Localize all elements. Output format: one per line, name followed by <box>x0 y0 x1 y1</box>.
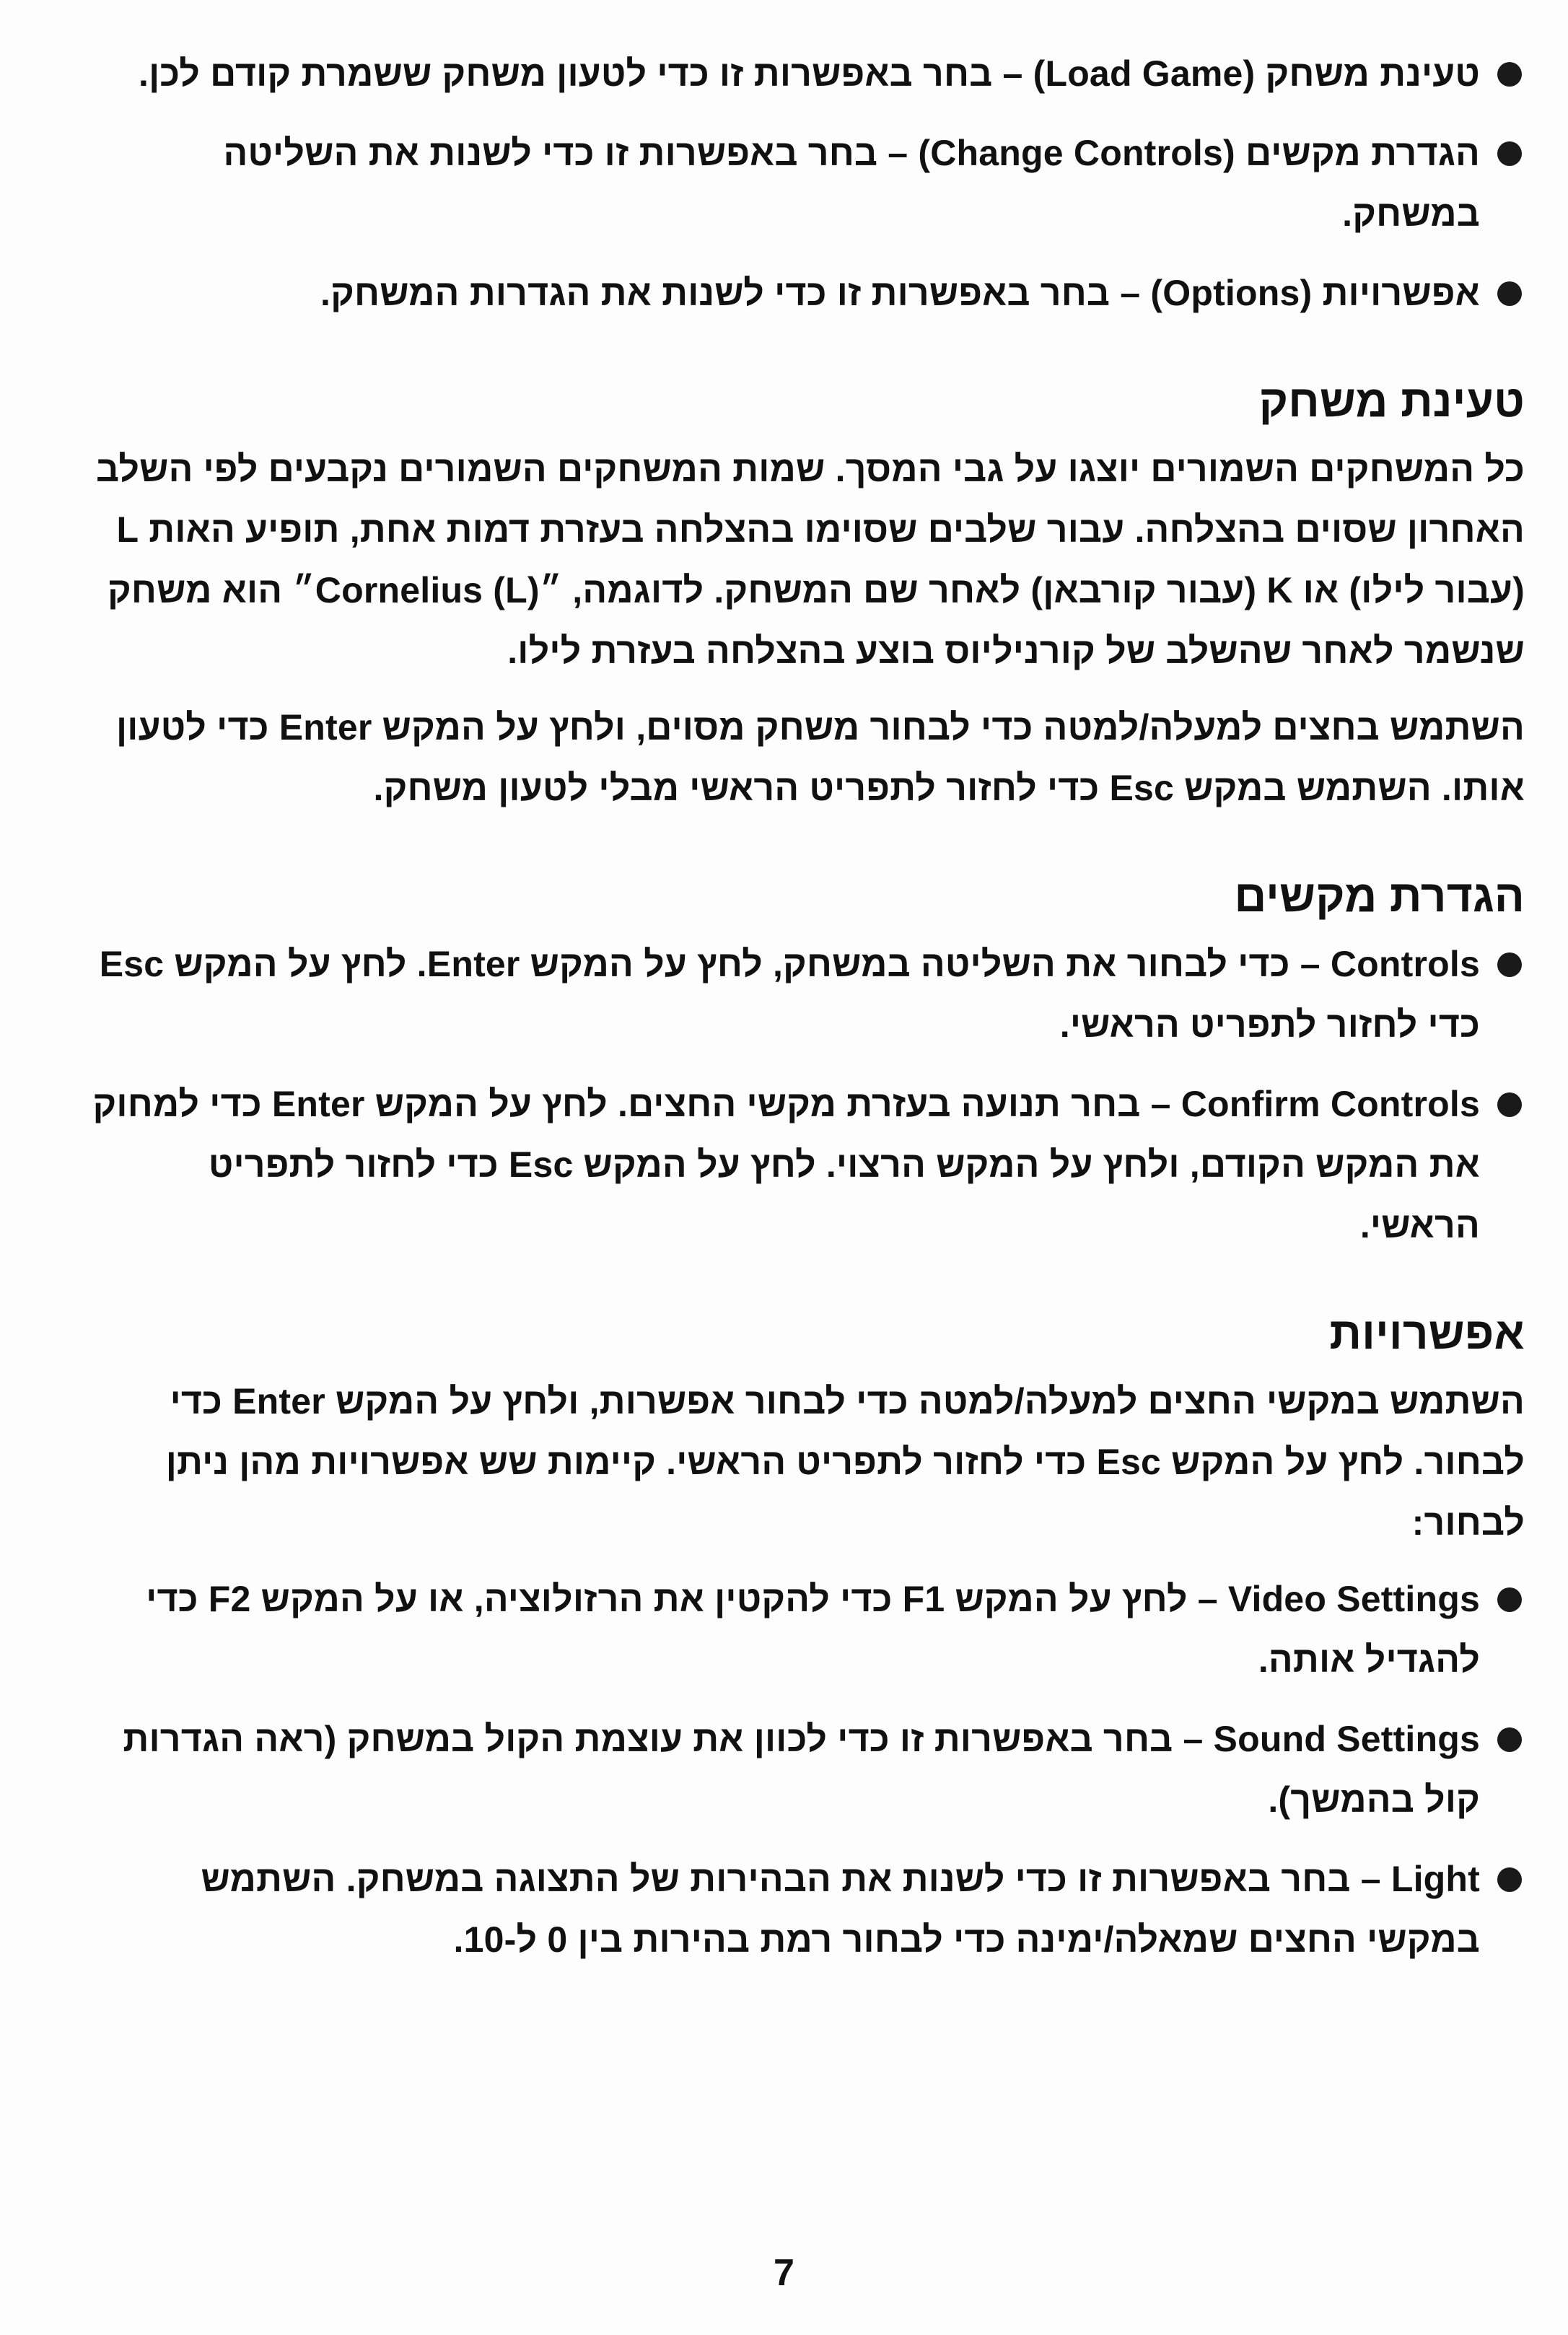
bullet-text: טעינת משחק (Load Game) – בחר באפשרות זו כדי לטעון משחק ששמרת קודם לכן. <box>138 53 1480 94</box>
options-list <box>87 1569 1525 1970</box>
bullet-dot-icon <box>1497 1587 1522 1612</box>
list-item <box>87 43 1525 104</box>
page-number: 7 <box>774 2252 794 2294</box>
list-item <box>87 934 1525 1055</box>
list-item <box>87 1074 1525 1256</box>
bullet-text: הגדרת מקשים (Change Controls) – בחר באפשרות זו כדי לשנות את השליטה במשחק. <box>223 133 1480 234</box>
bullet-dot-icon <box>1497 141 1522 166</box>
bullet-text: Light – בחר באפשרות זו כדי לשנות את הבהירות של התצוגה במשחק. השתמש במקשי החצים שמאלה/ימינה כדי לבחור רמת בהירות בין 0 ל-10. <box>201 1859 1480 1960</box>
controls-list <box>87 934 1525 1256</box>
bullet-text: Confirm Controls – בחר תנועה בעזרת מקשי החצים. לחץ על המקש Enter כדי למחוק את המקש הקודם, ולחץ על המקש הרצוי. לחץ על המקש Esc כדי לחזור לתפריט הראשי. <box>92 1084 1480 1245</box>
bullet-text: Video Settings – לחץ על המקש F1 כדי להקטין את הרזולוציה, או על המקש F2 כדי להגדיל אותה. <box>146 1579 1480 1680</box>
list-item <box>87 1709 1525 1830</box>
page-content <box>87 43 1525 1989</box>
list-item <box>87 123 1525 244</box>
paragraph: כל המשחקים השמורים יוצגו על גבי המסך. שמות המשחקים השמורים נקבעים לפי השלב האחרון שסוים בהצלחה. עבור שלבים שסוימו בהצלחה בעזרת דמות אחת, תופיע האות L (עבור לילו) או K (עבור קורבאן) לאחר שם המשחק. לדוגמה, ״Cornelius (L)״ הוא משחק שנשמר לאחר שהשלב של קורניליוס בוצע בהצלחה בעזרת לילו. <box>96 449 1525 671</box>
bullet-dot-icon <box>1497 62 1522 87</box>
paragraph: השתמש במקשי החצים למעלה/למטה כדי לבחור אפשרות, ולחץ על המקש Enter כדי לבחור. לחץ על המקש Esc כדי לחזור לתפריט הראשי. קיימות שש אפשרויות מהן ניתן לבחור: <box>165 1381 1525 1543</box>
section-heading-load-game: טעינת משחק <box>1258 377 1525 426</box>
bullet-text: Sound Settings – בחר באפשרות זו כדי לכוון את עוצמת הקול במשחק (ראה הגדרות קול בהמשך). <box>123 1719 1480 1820</box>
bullet-dot-icon <box>1497 281 1522 306</box>
bullet-text: אפשרויות (Options) – בחר באפשרות זו כדי לשנות את הגדרות המשחק. <box>320 273 1480 313</box>
bullet-dot-icon <box>1497 1867 1522 1892</box>
section-heading-controls: הגדרת מקשים <box>1234 872 1525 921</box>
list-item <box>87 1569 1525 1690</box>
bullet-dot-icon <box>1497 952 1522 977</box>
section-heading-options: אפשרויות <box>1329 1309 1525 1359</box>
bullet-dot-icon <box>1497 1727 1522 1752</box>
list-item <box>87 263 1525 323</box>
bullet-text: Controls – כדי לבחור את השליטה במשחק, לחץ על המקש Enter. לחץ על המקש Esc כדי לחזור לתפריט הראשי. <box>99 944 1480 1045</box>
bullet-dot-icon <box>1497 1092 1522 1117</box>
paragraph: השתמש בחצים למעלה/למטה כדי לבחור משחק מסוים, ולחץ על המקש Enter כדי לטעון אותו. השתמש במקש Esc כדי לחזור לתפריט הראשי מבלי לטעון משחק. <box>116 707 1525 808</box>
main-menu-options-list <box>87 43 1525 323</box>
list-item <box>87 1849 1525 1970</box>
